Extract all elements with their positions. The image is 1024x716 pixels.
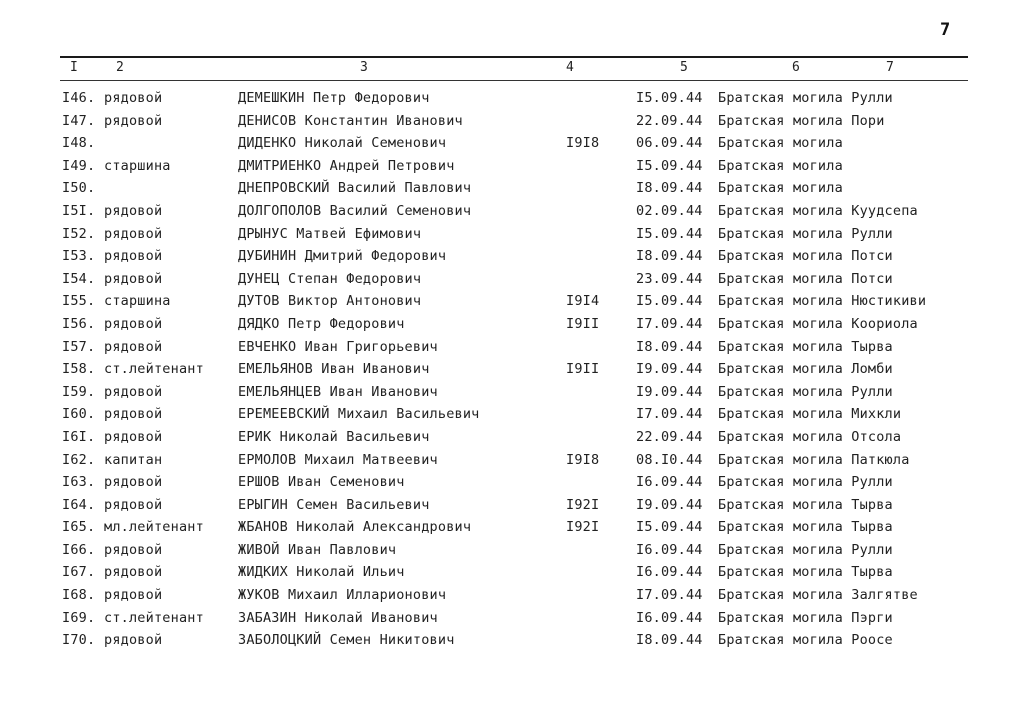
full-name: ЗАБОЛОЦКИЙ Семен Никитович: [238, 632, 455, 649]
full-name: ЗАБАЗИН Николай Иванович: [238, 609, 438, 626]
death-date: 06.09.44: [636, 135, 703, 152]
burial-place: Братская могила: [718, 157, 843, 174]
death-date: I9.09.44: [636, 361, 703, 378]
burial-place: Братская могила Потси: [718, 270, 893, 287]
full-name: ДМИТРИЕНКО Андрей Петрович: [238, 157, 455, 174]
table-row: [0, 542, 1024, 565]
birth-year: I9II: [566, 315, 600, 332]
rank: рядовой: [104, 270, 163, 287]
burial-place: Братская могила Пэрги: [718, 609, 893, 626]
table-row: [0, 519, 1024, 542]
death-date: I5.09.44: [636, 157, 703, 174]
rank: рядовой: [104, 383, 163, 400]
burial-place: Братская могила Рулли: [718, 474, 893, 491]
entry-number: I52.: [62, 225, 96, 242]
entry-number: I68.: [62, 587, 96, 604]
full-name: ДЕНИСОВ Константин Иванович: [238, 112, 463, 129]
birth-year: I9I8: [566, 135, 600, 152]
full-name: ЕВЧЕНКО Иван Григорьевич: [238, 338, 438, 355]
column-header-2: 2: [116, 60, 124, 75]
death-date: 08.I0.44: [636, 451, 703, 468]
table-row: [0, 180, 1024, 203]
rank: рядовой: [104, 315, 163, 332]
rank: рядовой: [104, 202, 163, 219]
rank: рядовой: [104, 496, 163, 513]
death-date: I6.09.44: [636, 564, 703, 581]
full-name: ЖУКОВ Михаил Илларионович: [238, 587, 447, 604]
burial-place: Братская могила Рулли: [718, 225, 893, 242]
column-header-5: 5: [680, 60, 688, 75]
death-date: I8.09.44: [636, 338, 703, 355]
table-row: [0, 90, 1024, 113]
rank: рядовой: [104, 248, 163, 265]
death-date: I8.09.44: [636, 180, 703, 197]
death-date: I6.09.44: [636, 541, 703, 558]
entry-number: I58.: [62, 361, 96, 378]
rank: рядовой: [104, 338, 163, 355]
rank: рядовой: [104, 90, 163, 106]
burial-place: Братская могила: [718, 135, 843, 152]
entry-number: I67.: [62, 564, 96, 581]
entry-number: I55.: [62, 293, 96, 310]
entry-number: I70.: [62, 632, 96, 649]
burial-place: Братская могила Куудсепа: [718, 202, 918, 219]
death-date: 23.09.44: [636, 270, 703, 287]
death-date: 22.09.44: [636, 112, 703, 129]
death-date: I8.09.44: [636, 632, 703, 649]
rank: капитан: [104, 451, 163, 468]
burial-place: Братская могила Тырва: [718, 519, 893, 536]
full-name: ДИДЕНКО Николай Семенович: [238, 135, 447, 152]
burial-place: Братская могила Паткюла: [718, 451, 910, 468]
full-name: ДЕМЕШКИН Петр Федорович: [238, 90, 430, 106]
table-row: [0, 474, 1024, 497]
full-name: ДРЫНУС Матвей Ефимович: [238, 225, 422, 242]
table-row: [0, 564, 1024, 587]
entry-number: I66.: [62, 541, 96, 558]
rank: рядовой: [104, 587, 163, 604]
death-date: I5.09.44: [636, 90, 703, 106]
burial-place: Братская могила Потси: [718, 248, 893, 265]
entry-number: I60.: [62, 406, 96, 423]
death-date: I7.09.44: [636, 587, 703, 604]
entry-number: I6I.: [62, 428, 96, 445]
entry-number: I53.: [62, 248, 96, 265]
table-row: [0, 587, 1024, 610]
table-row: [0, 293, 1024, 316]
table-row: [0, 610, 1024, 633]
column-header-3: 3: [360, 60, 368, 75]
entry-number: I49.: [62, 157, 96, 174]
column-header-6: 6: [792, 60, 800, 75]
full-name: ЕРЕМЕЕВСКИЙ Михаил Васильевич: [238, 406, 480, 423]
burial-place: Братская могила Нюстикиви: [718, 293, 927, 310]
birth-year: I9II: [566, 361, 600, 378]
burial-place: Братская могила Отсола: [718, 428, 902, 445]
burial-place: Братская могила Ломби: [718, 361, 893, 378]
full-name: ЕРЫГИН Семен Васильевич: [238, 496, 430, 513]
record-list: [0, 90, 1024, 655]
table-row: [0, 158, 1024, 181]
death-date: I7.09.44: [636, 315, 703, 332]
column-header-4: 4: [566, 60, 574, 75]
table-row: [0, 497, 1024, 520]
table-row: [0, 226, 1024, 249]
table-row: [0, 203, 1024, 226]
full-name: ДНЕПРОВСКИЙ Василий Павлович: [238, 180, 472, 197]
burial-place: Братская могила Тырва: [718, 564, 893, 581]
full-name: ЖИДКИХ Николай Ильич: [238, 564, 405, 581]
entry-number: I59.: [62, 383, 96, 400]
header-rule-top: [60, 56, 968, 58]
table-row: [0, 406, 1024, 429]
death-date: 22.09.44: [636, 428, 703, 445]
entry-number: I56.: [62, 315, 96, 332]
rank: старшина: [104, 293, 171, 310]
entry-number: I46.: [62, 90, 96, 106]
entry-number: I50.: [62, 180, 96, 197]
death-date: I5.09.44: [636, 293, 703, 310]
death-date: I7.09.44: [636, 406, 703, 423]
rank: рядовой: [104, 406, 163, 423]
birth-year: I9I8: [566, 451, 600, 468]
entry-number: I62.: [62, 451, 96, 468]
full-name: ЖИВОЙ Иван Павлович: [238, 541, 397, 558]
entry-number: I5I.: [62, 202, 96, 219]
entry-number: I69.: [62, 609, 96, 626]
full-name: ЕРМОЛОВ Михаил Матвеевич: [238, 451, 438, 468]
burial-place: Братская могила Пори: [718, 112, 885, 129]
death-date: 02.09.44: [636, 202, 703, 219]
rank: старшина: [104, 157, 171, 174]
column-header-7: 7: [886, 60, 894, 75]
rank: рядовой: [104, 474, 163, 491]
table-row: [0, 361, 1024, 384]
table-row: [0, 113, 1024, 136]
birth-year: I92I: [566, 496, 600, 513]
full-name: ЕМЕЛЬЯНОВ Иван Иванович: [238, 361, 430, 378]
full-name: ДУБИНИН Дмитрий Федорович: [238, 248, 447, 265]
table-row: [0, 339, 1024, 362]
entry-number: I57.: [62, 338, 96, 355]
full-name: ЕМЕЛЬЯНЦЕВ Иван Иванович: [238, 383, 438, 400]
rank: ст.лейтенант: [104, 609, 204, 626]
header-rule-bottom: [60, 80, 968, 81]
death-date: I6.09.44: [636, 609, 703, 626]
table-row: [0, 632, 1024, 655]
entry-number: I65.: [62, 519, 96, 536]
death-date: I9.09.44: [636, 383, 703, 400]
burial-place: Братская могила Тырва: [718, 338, 893, 355]
birth-year: I9I4: [566, 293, 600, 310]
table-row: [0, 429, 1024, 452]
full-name: ДОЛГОПОЛОВ Василий Семенович: [238, 202, 472, 219]
page-number: 7: [940, 20, 951, 40]
death-date: I5.09.44: [636, 519, 703, 536]
entry-number: I63.: [62, 474, 96, 491]
full-name: ЕРШОВ Иван Семенович: [238, 474, 405, 491]
full-name: ДУНЕЦ Степан Федорович: [238, 270, 422, 287]
rank: рядовой: [104, 225, 163, 242]
table-row: [0, 271, 1024, 294]
entry-number: I48.: [62, 135, 96, 152]
death-date: I8.09.44: [636, 248, 703, 265]
burial-place: Братская могила Михкли: [718, 406, 902, 423]
burial-place: Братская могила Тырва: [718, 496, 893, 513]
rank: рядовой: [104, 428, 163, 445]
birth-year: I92I: [566, 519, 600, 536]
full-name: ЖБАНОВ Николай Александрович: [238, 519, 472, 536]
burial-place: Братская могила: [718, 180, 843, 197]
burial-place: Братская могила Коориола: [718, 315, 918, 332]
death-date: I9.09.44: [636, 496, 703, 513]
death-date: I6.09.44: [636, 474, 703, 491]
rank: рядовой: [104, 112, 163, 129]
rank: рядовой: [104, 632, 163, 649]
burial-place: Братская могила Рулли: [718, 383, 893, 400]
full-name: ЕРИК Николай Васильевич: [238, 428, 430, 445]
column-header-1: I: [70, 60, 78, 75]
burial-place: Братская могила Роосе: [718, 632, 893, 649]
full-name: ДЯДКО Петр Федорович: [238, 315, 405, 332]
rank: мл.лейтенант: [104, 519, 204, 536]
full-name: ДУТОВ Виктор Антонович: [238, 293, 422, 310]
table-row: [0, 248, 1024, 271]
burial-place: Братская могила Залгятве: [718, 587, 918, 604]
burial-place: Братская могила Рулли: [718, 90, 893, 106]
table-row: [0, 316, 1024, 339]
burial-place: Братская могила Рулли: [718, 541, 893, 558]
table-row: [0, 384, 1024, 407]
rank: ст.лейтенант: [104, 361, 204, 378]
entry-number: I47.: [62, 112, 96, 129]
entry-number: I54.: [62, 270, 96, 287]
entry-number: I64.: [62, 496, 96, 513]
rank: рядовой: [104, 564, 163, 581]
death-date: I5.09.44: [636, 225, 703, 242]
rank: рядовой: [104, 541, 163, 558]
table-row: [0, 135, 1024, 158]
table-row: [0, 452, 1024, 475]
